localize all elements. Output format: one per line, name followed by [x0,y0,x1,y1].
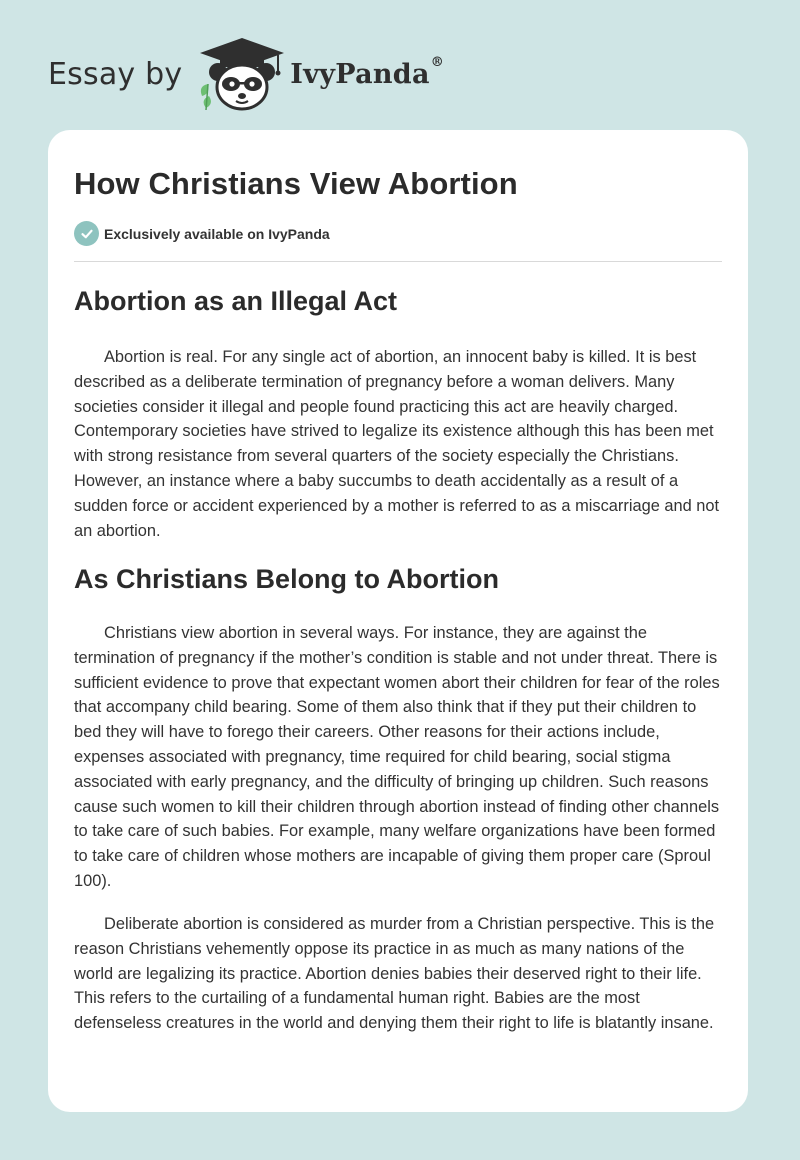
registered-mark: ® [430,54,445,70]
paragraph-christians-1: Christians view abortion in several ways. For instance, they are against the termination of pregnancy if the mother’s condition is stable and not under threat. There is sufficient evidence to prove that expectant women abort their children for fear of the roles that accompany child bearing. Some of them also think that if they put their children to bed they will have to forego their careers. Other reasons for their actions include, expenses associated with pregnancy, time required for child bearing, social stigma associated with early pregnancy, and the difficulty of bringing up children. Such reasons cause such women to kill their children through abortion instead of finding other channels to take care of such babies. For example, many welfare organizations have been formed to take care of children whose mothers are incapable of giving them proper care (Sproul 100). [74,624,720,890]
brand-prefix: Essay by [48,56,183,92]
exclusive-badge [74,221,330,246]
paragraph-illegal-act: Abortion is real. For any single act of abortion, an innocent baby is killed. It is best described as a deliberate termination of pregnancy before a woman delivers. Many societies consider it illegal and people found practicing this act are heavily charged. Contemporary societies have strived to legalize its existence although this has been met with strong resistance from several quarters of the society especially the Christians. However, an instance where a baby succumbs to death accidentally as a result of a sudden force or accident experienced by a mother is referred to as a miscarriage and not an abortion. [74,348,720,540]
section-heading-illegal-act: Abortion as an Illegal Act [74,286,398,316]
brand-name[interactable]: IvyPanda® [290,54,445,90]
page-title: How Christians View Abortion [74,166,518,201]
panda-graduation-cap-logo-icon[interactable] [196,36,288,112]
section-heading-christians: As Christians Belong to Abortion [74,564,499,594]
exclusive-badge-label: Exclusively available on IvyPanda [104,225,330,242]
title-divider [74,261,722,262]
paragraph-christians-2: Deliberate abortion is considered as murder from a Christian perspective. This is the reason Christians vehemently oppose its practice in as much as many nations of the world are legalizing its practice. Abortion denies babies their deserved right to their life. This refers to the curtailing of a fundamental human right. Babies are the most defenseless creatures in the world and denying them their right to life is blatantly insane. [74,915,715,1033]
essay-card [48,130,748,1112]
site-header [48,36,444,112]
check-circle-icon [74,221,99,246]
